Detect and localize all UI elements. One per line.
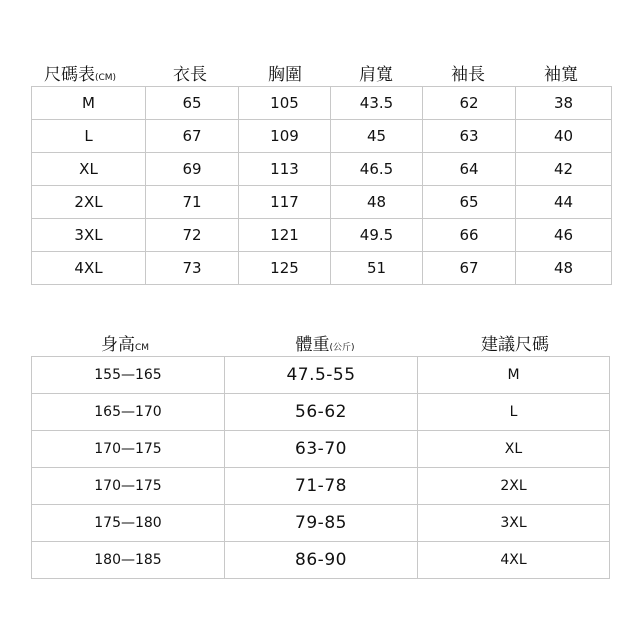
size-chart-table (31, 86, 612, 285)
table-row (32, 120, 612, 153)
table-row (32, 394, 610, 431)
sleeve-length-cell: 67 (423, 252, 516, 285)
height-cell: 165—170 (32, 394, 225, 431)
chest-cell: 117 (239, 186, 331, 219)
sleeve-length-cell: 64 (423, 153, 516, 186)
recommended-size-cell: 3XL (418, 505, 610, 542)
table-row (32, 542, 610, 579)
length-cell: 69 (146, 153, 239, 186)
weight-cell: 86-90 (225, 542, 418, 579)
size-cell: 2XL (32, 186, 146, 219)
table-row (32, 468, 610, 505)
recommended-size-cell: M (418, 357, 610, 394)
recommend-header-size: 建議尺碼 (481, 335, 549, 355)
sleeve-length-cell: 62 (423, 87, 516, 120)
sleeve-width-cell: 40 (516, 120, 612, 153)
table-row (32, 431, 610, 468)
table-row (32, 219, 612, 252)
length-cell: 72 (146, 219, 239, 252)
size-cell: 3XL (32, 219, 146, 252)
chest-cell: 109 (239, 120, 331, 153)
recommend-header-weight: 體重(公斤) (295, 335, 355, 355)
sleeve-length-cell: 63 (423, 120, 516, 153)
sleeve-width-cell: 42 (516, 153, 612, 186)
size-cell: XL (32, 153, 146, 186)
weight-cell: 71-78 (225, 468, 418, 505)
sleeve-length-cell: 66 (423, 219, 516, 252)
weight-cell: 47.5-55 (225, 357, 418, 394)
sleeve-width-cell: 48 (516, 252, 612, 285)
sleeve-width-cell: 44 (516, 186, 612, 219)
chest-cell: 121 (239, 219, 331, 252)
length-cell: 67 (146, 120, 239, 153)
recommended-size-cell: 4XL (418, 542, 610, 579)
recommended-size-cell: 2XL (418, 468, 610, 505)
sleeve-length-cell: 65 (423, 186, 516, 219)
table-row (32, 357, 610, 394)
table-row (32, 505, 610, 542)
weight-cell: 79-85 (225, 505, 418, 542)
length-cell: 65 (146, 87, 239, 120)
recommended-size-cell: XL (418, 431, 610, 468)
shoulder-cell: 43.5 (331, 87, 423, 120)
table-row (32, 186, 612, 219)
shoulder-cell: 51 (331, 252, 423, 285)
length-cell: 71 (146, 186, 239, 219)
size-header-sleeve-length: 袖長 (451, 65, 485, 85)
size-recommendation-table (31, 356, 610, 579)
table-row (32, 252, 612, 285)
size-header-shoulder: 肩寬 (359, 65, 393, 85)
shoulder-cell: 46.5 (331, 153, 423, 186)
sleeve-width-cell: 38 (516, 87, 612, 120)
height-cell: 155—165 (32, 357, 225, 394)
shoulder-cell: 48 (331, 186, 423, 219)
height-cell: 175—180 (32, 505, 225, 542)
size-cell: L (32, 120, 146, 153)
sleeve-width-cell: 46 (516, 219, 612, 252)
height-cell: 170—175 (32, 468, 225, 505)
length-cell: 73 (146, 252, 239, 285)
size-header-size: 尺碼表(CM) (44, 65, 117, 85)
weight-cell: 56-62 (225, 394, 418, 431)
size-header-sleeve-width: 袖寬 (544, 65, 578, 85)
table-row (32, 87, 612, 120)
height-cell: 170—175 (32, 431, 225, 468)
recommended-size-cell: L (418, 394, 610, 431)
chest-cell: 105 (239, 87, 331, 120)
size-cell: 4XL (32, 252, 146, 285)
size-header-length: 衣長 (173, 65, 207, 85)
size-cell: M (32, 87, 146, 120)
shoulder-cell: 49.5 (331, 219, 423, 252)
size-header-chest: 胸圍 (268, 65, 302, 85)
weight-cell: 63-70 (225, 431, 418, 468)
shoulder-cell: 45 (331, 120, 423, 153)
recommend-header-height: 身高CM (100, 335, 150, 355)
table-row (32, 153, 612, 186)
chest-cell: 113 (239, 153, 331, 186)
height-cell: 180—185 (32, 542, 225, 579)
chest-cell: 125 (239, 252, 331, 285)
